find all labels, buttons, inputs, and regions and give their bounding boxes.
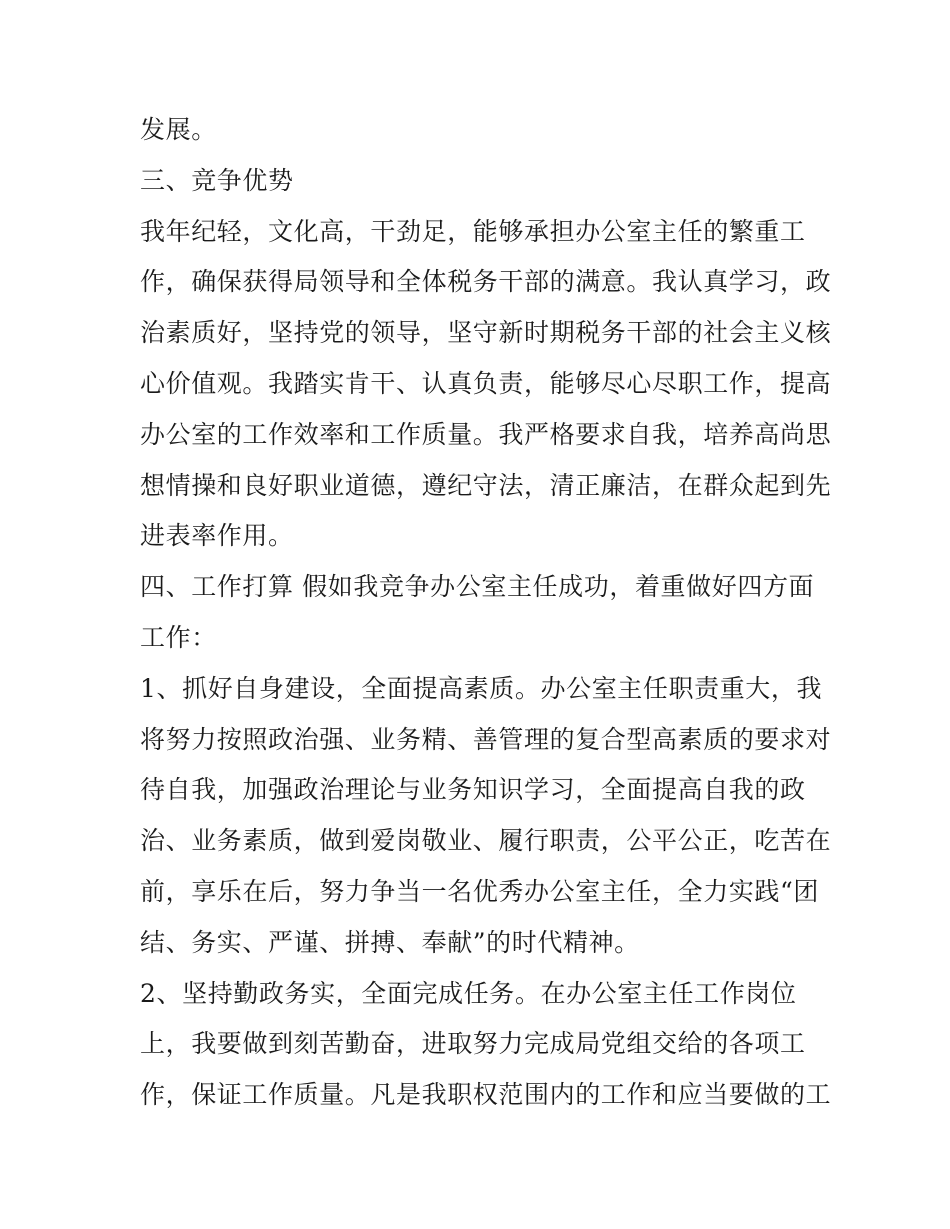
text-line: 想情操和良好职业道德，遵纪守法，清正廉洁，在群众起到先	[140, 470, 832, 500]
text-line: 上，我要做到刻苦勤奋，进取努力完成局党组交给的各项工	[140, 1029, 806, 1059]
list-item: 2、坚持勤政务实，全面完成任务。在办公室主任工作岗位	[140, 978, 797, 1008]
text-line: 办公室的工作效率和工作质量。我严格要求自我，培养高尚思	[140, 419, 832, 449]
text-line: 我年纪轻，文化高，干劲足，能够承担办公室主任的繁重工	[140, 216, 806, 246]
text-line: 将努力按照政治强、业务精、善管理的复合型高素质的要求对	[140, 724, 832, 754]
text-line: 心价值观。我踏实肯干、认真负责，能够尽心尽职工作，提高	[140, 368, 832, 398]
section-heading: 三、竞争优势	[140, 165, 294, 195]
text-line: 工作：	[140, 622, 217, 652]
list-item: 1、抓好自身建设，全面提高素质。办公室主任职责重大，我	[140, 673, 823, 703]
text-line: 发展。	[140, 115, 217, 144]
document-body	[140, 105, 832, 1121]
text-line: 治素质好，坚持党的领导，坚守新时期税务干部的社会主义核	[140, 318, 832, 348]
text-line: 作，确保获得局领导和全体税务干部的满意。我认真学习，政	[140, 267, 832, 297]
text-line: 待自我，加强政治理论与业务知识学习，全面提高自我的政	[140, 775, 806, 805]
text-line: 进表率作用。	[140, 521, 294, 551]
text-line: 作，保证工作质量。凡是我职权范围内的工作和应当要做的工	[140, 1080, 832, 1110]
text-line: 前，享乐在后，努力争当一名优秀办公室主任，全力实践“团	[140, 876, 819, 906]
section-heading: 四、工作打算 假如我竞争办公室主任成功，着重做好四方面	[140, 572, 815, 602]
text-line: 结、务实、严谨、拼搏、奉献”的时代精神。	[140, 927, 640, 957]
text-line: 治、业务素质，做到爱岗敬业、履行职责，公平公正，吃苦在	[140, 826, 832, 856]
